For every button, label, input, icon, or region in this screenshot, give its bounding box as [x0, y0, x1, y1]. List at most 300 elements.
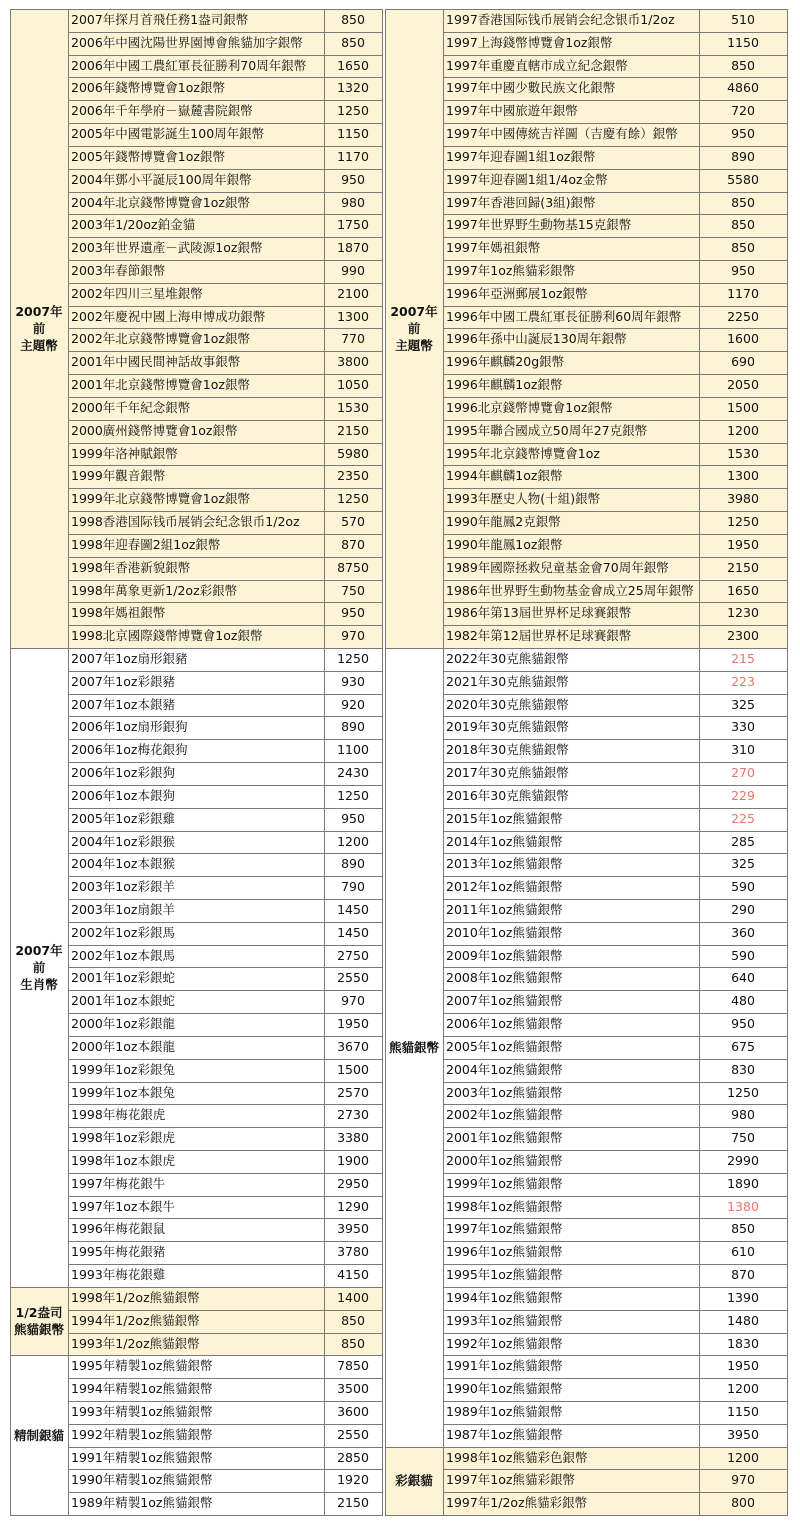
coin-price: 950 [324, 169, 382, 192]
grid-line [443, 32, 788, 33]
coin-price: 1480 [727, 1312, 759, 1328]
coin-price: 1320 [324, 77, 382, 100]
coin-price: 970 [341, 993, 365, 1009]
grid-line [68, 1218, 383, 1219]
grid-line [443, 1424, 788, 1425]
coin-name: 2006年錢幣博覽會1oz銀幣 [68, 77, 324, 100]
grid-line [68, 899, 383, 900]
coin-name: 1991年1oz熊貓銀幣 [446, 1358, 563, 1374]
grid-line [68, 397, 383, 398]
coin-name: 1993年歷史人物(十組)銀幣 [443, 488, 699, 511]
coin-name: 1994年1/2oz熊貓銀幣 [68, 1310, 324, 1333]
coin-name: 1989年1oz熊貓銀幣 [446, 1404, 563, 1420]
grid-line [68, 306, 383, 307]
coin-price: 1530 [699, 443, 787, 466]
coin-name: 1998年1oz熊貓彩色銀幣 [443, 1447, 699, 1470]
coin-name: 2019年30克熊貓銀幣 [446, 719, 569, 735]
coin-name: 1995年聯合國成立50周年27克銀幣 [443, 420, 699, 443]
coin-name: 1991年精製1oz熊貓銀幣 [71, 1449, 213, 1465]
coin-price: 970 [699, 1469, 787, 1492]
coin-price: 1250 [337, 787, 369, 803]
grid-line [443, 237, 788, 238]
coin-price: 850 [731, 1221, 755, 1237]
coin-price: 690 [699, 351, 787, 374]
coin-name: 1995年1oz熊貓銀幣 [446, 1267, 563, 1283]
coin-name: 1999年1oz熊貓銀幣 [446, 1175, 563, 1191]
grid-line [787, 9, 788, 1516]
coin-name: 2006年1oz梅花銀狗 [71, 742, 188, 758]
coin-price: 950 [731, 1016, 755, 1032]
coin-price: 1950 [699, 534, 787, 557]
coin-name: 2013年1oz熊貓銀幣 [446, 856, 563, 872]
coin-name: 1997年媽祖銀幣 [443, 237, 699, 260]
grid-line [443, 1127, 788, 1128]
grid-line [68, 694, 383, 695]
grid-line [68, 739, 383, 740]
grid-line [68, 1059, 383, 1060]
coin-price: 2150 [699, 557, 787, 580]
coin-price: 1600 [699, 328, 787, 351]
grid-line [443, 1355, 788, 1356]
grid-line [443, 1059, 788, 1060]
grid-line [443, 146, 788, 147]
grid-line [443, 602, 788, 603]
grid-line [68, 146, 383, 147]
grid-line [68, 625, 383, 626]
coin-name: 1997年重慶直轄市成立紀念銀幣 [443, 55, 699, 78]
grid-line [443, 100, 788, 101]
grid-line [10, 9, 11, 1516]
coin-price: 570 [324, 511, 382, 534]
coin-name: 1996年麒麟1oz銀幣 [443, 374, 699, 397]
grid-line [443, 671, 788, 672]
coin-name: 1996年梅花銀鼠 [71, 1221, 166, 1237]
coin-name: 2000年1oz本銀龍 [71, 1038, 175, 1054]
coin-price: 2350 [324, 465, 382, 488]
grid-line [68, 260, 383, 261]
coin-name: 2006年中國工農紅軍長征勝利70周年銀幣 [68, 55, 324, 78]
grid-line [68, 55, 383, 56]
grid-line [443, 990, 788, 991]
coin-price: 2950 [337, 1175, 369, 1191]
coin-name: 1996年孫中山誕辰130周年銀幣 [443, 328, 699, 351]
grid-line [382, 9, 383, 1516]
coin-price: 3980 [699, 488, 787, 511]
coin-name: 2001年1oz本銀蛇 [71, 993, 175, 1009]
grid-line [68, 1333, 383, 1334]
grid-line [68, 1492, 383, 1493]
coin-price: 2750 [337, 947, 369, 963]
grid-line [68, 1264, 383, 1265]
coin-price: 850 [699, 237, 787, 260]
coin-price: 950 [699, 260, 787, 283]
coin-name: 1997年1oz熊貓銀幣 [446, 1221, 563, 1237]
grid-line [10, 1515, 383, 1516]
grid-line [443, 55, 788, 56]
coin-name: 2017年30克熊貓銀幣 [446, 765, 569, 781]
grid-line [68, 534, 383, 535]
category-label: 精制銀貓 [13, 1427, 64, 1443]
coin-name: 1999年觀音銀幣 [68, 465, 324, 488]
coin-price: 3500 [337, 1381, 369, 1397]
grid-line [68, 876, 383, 877]
coin-name: 1994年麒麟1oz銀幣 [443, 465, 699, 488]
coin-name: 2003年春節銀幣 [68, 260, 324, 283]
coin-price: 2850 [337, 1449, 369, 1465]
coin-price: 330 [731, 719, 755, 735]
coin-price: 510 [699, 9, 787, 32]
grid-line [443, 1218, 788, 1219]
coin-price: 1170 [324, 146, 382, 169]
coin-name: 1996年1oz熊貓銀幣 [446, 1244, 563, 1260]
coin-name: 1998年1oz彩銀虎 [71, 1130, 175, 1146]
coin-price: 750 [731, 1130, 755, 1146]
grid-line [443, 1264, 788, 1265]
grid-line [68, 77, 383, 78]
grid-line [68, 511, 383, 512]
grid-line [68, 9, 69, 1516]
coin-name: 1998年1oz本銀虎 [71, 1153, 175, 1168]
coin-price: 610 [731, 1244, 755, 1260]
coin-name: 1995年北京錢幣博覽會1oz [443, 443, 699, 466]
coin-price: 750 [324, 580, 382, 603]
coin-price: 1380 [727, 1198, 759, 1214]
coin-name: 1999年北京錢幣博覽會1oz銀幣 [68, 488, 324, 511]
coin-price: 950 [324, 602, 382, 625]
grid-line [443, 808, 788, 809]
coin-price: 800 [699, 1492, 787, 1515]
coin-price: 790 [341, 879, 365, 895]
grid-line [68, 169, 383, 170]
coin-name: 2006年1oz熊貓銀幣 [446, 1016, 563, 1032]
coin-price: 2570 [337, 1084, 369, 1100]
coin-price: 1450 [337, 901, 369, 917]
coin-name: 1986年第13屆世界杯足球賽銀幣 [443, 602, 699, 625]
coin-name: 2014年1oz熊貓銀幣 [446, 833, 563, 849]
grid-line [68, 671, 383, 672]
coin-price: 480 [731, 993, 755, 1009]
grid-line [68, 808, 383, 809]
grid-line [443, 465, 788, 466]
coin-name: 1995年精製1oz熊貓銀幣 [71, 1358, 213, 1374]
coin-name: 2004年鄧小平誕辰100周年銀幣 [68, 169, 324, 192]
coin-price: 2250 [699, 306, 787, 329]
grid-line [68, 922, 383, 923]
grid-line [68, 420, 383, 421]
grid-line [68, 1378, 383, 1379]
coin-name: 1995年梅花銀豬 [71, 1244, 166, 1260]
coin-price: 3950 [337, 1221, 369, 1237]
coin-price: 850 [699, 192, 787, 215]
coin-price: 590 [731, 947, 755, 963]
grid-line [68, 580, 383, 581]
grid-line [443, 534, 788, 535]
coin-price: 1750 [324, 214, 382, 237]
coin-price: 225 [731, 810, 755, 826]
coin-price: 229 [731, 787, 755, 803]
grid-line [443, 557, 788, 558]
coin-name: 2000廣州錢幣博覽會1oz銀幣 [68, 420, 324, 443]
coin-price: 2300 [699, 625, 787, 648]
grid-line [443, 488, 788, 489]
grid-line [443, 443, 788, 444]
coin-name: 2002年1oz本銀馬 [71, 947, 175, 963]
grid-line [68, 990, 383, 991]
coin-name: 1990年精製1oz熊貓銀幣 [71, 1472, 213, 1488]
grid-line [443, 9, 444, 1516]
coin-name: 2004年1oz彩銀猴 [71, 833, 175, 849]
coin-name: 2001年中國民間神話故事銀幣 [68, 351, 324, 374]
grid-line [68, 716, 383, 717]
coin-name: 1998年1oz熊貓銀幣 [446, 1198, 563, 1214]
grid-line [68, 465, 383, 466]
grid-line [443, 785, 788, 786]
coin-name: 2002年1oz熊貓銀幣 [446, 1107, 563, 1123]
grid-line [443, 1287, 788, 1288]
coin-price: 1830 [727, 1335, 759, 1351]
coin-name: 2005年錢幣博覽會1oz銀幣 [68, 146, 324, 169]
coin-name: 2006年1oz彩銀狗 [71, 765, 175, 781]
coin-name: 1997年香港回歸(3組)銀幣 [443, 192, 699, 215]
coin-name: 2006年中國沈陽世界園博會熊貓加字銀幣 [68, 32, 324, 55]
coin-price: 990 [324, 260, 382, 283]
coin-name: 1999年洛神賦銀幣 [68, 443, 324, 466]
coin-name: 2006年1oz扇形銀狗 [71, 719, 188, 735]
coin-price: 1300 [324, 306, 382, 329]
coin-name: 1997年中國旅遊年銀幣 [443, 100, 699, 123]
grid-line [443, 1173, 788, 1174]
coin-price: 1500 [337, 1061, 369, 1077]
grid-line [443, 1104, 788, 1105]
grid-line [68, 602, 383, 603]
grid-line [68, 785, 383, 786]
coin-price: 870 [731, 1267, 755, 1283]
coin-price: 360 [731, 924, 755, 940]
coin-price: 1250 [324, 100, 382, 123]
grid-line [385, 648, 788, 649]
coin-name: 1990年1oz熊貓銀幣 [446, 1381, 563, 1397]
grid-line [68, 853, 383, 854]
grid-line [68, 283, 383, 284]
coin-name: 1999年1oz彩銀兔 [71, 1061, 175, 1077]
coin-price: 2430 [337, 765, 369, 781]
coin-name: 1996年麒麟20g銀幣 [443, 351, 699, 374]
grid-line [443, 899, 788, 900]
coin-price: 1500 [699, 397, 787, 420]
grid-line [68, 32, 383, 33]
coin-price: 1200 [699, 1447, 787, 1470]
grid-line [68, 1401, 383, 1402]
coin-price: 640 [731, 970, 755, 986]
coin-name: 2002年北京錢幣博覽會1oz銀幣 [68, 328, 324, 351]
coin-price: 285 [731, 833, 755, 849]
coin-price: 1200 [699, 420, 787, 443]
grid-line [443, 580, 788, 581]
coin-price: 223 [731, 673, 755, 689]
coin-name: 2020年30克熊貓銀幣 [446, 696, 569, 712]
grid-line [443, 1378, 788, 1379]
grid-line [68, 1082, 383, 1083]
grid-line [443, 1401, 788, 1402]
coin-name: 1996年亞洲郵展1oz銀幣 [443, 283, 699, 306]
grid-line [68, 351, 383, 352]
coin-name: 1998年媽祖銀幣 [68, 602, 324, 625]
coin-price: 830 [731, 1061, 755, 1077]
coin-name: 2009年1oz熊貓銀幣 [446, 947, 563, 963]
coin-price: 920 [341, 696, 365, 712]
coin-name: 1999年1oz本銀兔 [71, 1084, 175, 1100]
coin-price: 950 [699, 123, 787, 146]
grid-line [385, 9, 788, 10]
grid-line [68, 1310, 383, 1311]
grid-line [443, 1196, 788, 1197]
coin-price: 1390 [727, 1289, 759, 1305]
coin-price: 3600 [337, 1404, 369, 1420]
coin-name: 1992年1oz熊貓銀幣 [446, 1335, 563, 1351]
coin-price: 325 [731, 696, 755, 712]
coin-price: 850 [324, 1333, 382, 1356]
coin-price: 870 [324, 534, 382, 557]
coin-price: 950 [341, 810, 365, 826]
coin-name: 1998年1/2oz熊貓銀幣 [68, 1287, 324, 1310]
grid-line [68, 214, 383, 215]
coin-price: 1200 [727, 1381, 759, 1397]
coin-name: 2015年1oz熊貓銀幣 [446, 810, 563, 826]
category-label: 2007年前 主題幣 [385, 9, 443, 648]
coin-name: 2022年30克熊貓銀幣 [446, 650, 569, 666]
coin-name: 2000年1oz熊貓銀幣 [446, 1153, 563, 1168]
coin-price: 3670 [337, 1038, 369, 1054]
grid-line [443, 260, 788, 261]
coin-name: 1997年迎春圖1組1oz銀幣 [443, 146, 699, 169]
coin-price: 215 [731, 650, 755, 666]
coin-name: 2010年1oz熊貓銀幣 [446, 924, 563, 940]
coin-price: 1400 [324, 1287, 382, 1310]
coin-price: 850 [699, 214, 787, 237]
coin-price: 2150 [324, 420, 382, 443]
grid-line [443, 1013, 788, 1014]
coin-name: 2003年1oz熊貓銀幣 [446, 1084, 563, 1100]
grid-line [443, 739, 788, 740]
coin-price: 890 [699, 146, 787, 169]
grid-line [443, 1333, 788, 1334]
coin-name: 2008年1oz熊貓銀幣 [446, 970, 563, 986]
coin-price: 1150 [699, 32, 787, 55]
coin-name: 1989年國際拯救兒童基金會70周年銀幣 [443, 557, 699, 580]
coin-price: 1650 [324, 55, 382, 78]
coin-price: 1450 [337, 924, 369, 940]
coin-price: 2730 [337, 1107, 369, 1123]
coin-name: 1997年中國傳統吉祥圖（吉慶有餘）銀幣 [443, 123, 699, 146]
coin-name: 1998年萬象更新1/2oz彩銀幣 [68, 580, 324, 603]
coin-name: 1993年1oz熊貓銀幣 [446, 1312, 563, 1328]
coin-name: 2007年探月首飛任務1盎司銀幣 [68, 9, 324, 32]
coin-name: 1998年迎春圖2組1oz銀幣 [68, 534, 324, 557]
coin-price: 980 [324, 192, 382, 215]
grid-line [443, 831, 788, 832]
coin-price: 3800 [324, 351, 382, 374]
grid-line [443, 922, 788, 923]
grid-line [68, 374, 383, 375]
coin-name: 2012年1oz熊貓銀幣 [446, 879, 563, 895]
grid-line [68, 762, 383, 763]
grid-line [443, 853, 788, 854]
coin-name: 2005年1oz熊貓銀幣 [446, 1038, 563, 1054]
coin-name: 1990年龍鳳2克銀幣 [443, 511, 699, 534]
grid-line [443, 351, 788, 352]
coin-price: 1250 [727, 1084, 759, 1100]
coin-price: 2050 [699, 374, 787, 397]
coin-name: 1993年精製1oz熊貓銀幣 [71, 1404, 213, 1420]
coin-name: 1997年中國少數民族文化銀幣 [443, 77, 699, 100]
grid-line [68, 192, 383, 193]
coin-name: 1996年中國工農紅軍長征勝利60周年銀幣 [443, 306, 699, 329]
coin-name: 2003年世界遺產－武陵源1oz銀幣 [68, 237, 324, 260]
grid-line [443, 762, 788, 763]
coin-price: 675 [731, 1038, 755, 1054]
coin-name: 1993年1/2oz熊貓銀幣 [68, 1333, 324, 1356]
coin-price: 310 [731, 742, 755, 758]
coin-name: 2003年1/20oz鉑金貓 [68, 214, 324, 237]
coin-name: 1989年精製1oz熊貓銀幣 [71, 1495, 213, 1511]
grid-line [68, 557, 383, 558]
coin-name: 2007年1oz彩銀豬 [71, 673, 175, 689]
coin-name: 1998年梅花銀虎 [71, 1107, 166, 1123]
coin-price: 850 [324, 9, 382, 32]
grid-line [385, 9, 386, 1516]
grid-line [443, 283, 788, 284]
grid-line [68, 1173, 383, 1174]
coin-name: 1997香港国际钱币展销会纪念银币1/2oz [443, 9, 699, 32]
coin-name: 2002年1oz彩銀馬 [71, 924, 175, 940]
coin-price: 980 [731, 1107, 755, 1123]
coin-price: 1150 [727, 1404, 759, 1420]
coin-name: 2004年1oz本銀猴 [71, 856, 175, 872]
coin-name: 2001年北京錢幣博覽會1oz銀幣 [68, 374, 324, 397]
coin-price: 2550 [337, 970, 369, 986]
grid-line [443, 1036, 788, 1037]
grid-line [68, 1150, 383, 1151]
coin-price: 325 [731, 856, 755, 872]
category-label: 1/2盎司 熊貓銀幣 [10, 1287, 68, 1355]
grid-line [10, 9, 383, 10]
coin-price: 1200 [337, 833, 369, 849]
grid-line [68, 967, 383, 968]
grid-line [68, 1013, 383, 1014]
coin-name: 2021年30克熊貓銀幣 [446, 673, 569, 689]
coin-name: 2007年1oz扇形銀豬 [71, 650, 188, 666]
coin-name: 1996北京錢幣博覽會1oz銀幣 [443, 397, 699, 420]
grid-line [443, 1492, 788, 1493]
grid-line [68, 100, 383, 101]
coin-price: 850 [699, 55, 787, 78]
coin-name: 2003年1oz彩銀羊 [71, 879, 175, 895]
coin-name: 2007年1oz本銀豬 [71, 696, 175, 712]
grid-line [68, 328, 383, 329]
grid-line [324, 9, 325, 1516]
grid-line [443, 420, 788, 421]
grid-line [10, 1355, 383, 1356]
coin-price: 850 [324, 32, 382, 55]
grid-line [443, 1150, 788, 1151]
grid-line [68, 1241, 383, 1242]
coin-name: 2002年慶祝中國上海申博成功銀幣 [68, 306, 324, 329]
coin-name: 1992年精製1oz熊貓銀幣 [71, 1426, 213, 1442]
grid-line [68, 1104, 383, 1105]
coin-price: 3380 [337, 1130, 369, 1146]
coin-price: 270 [731, 765, 755, 781]
coin-name: 2006年1oz本銀狗 [71, 787, 175, 803]
